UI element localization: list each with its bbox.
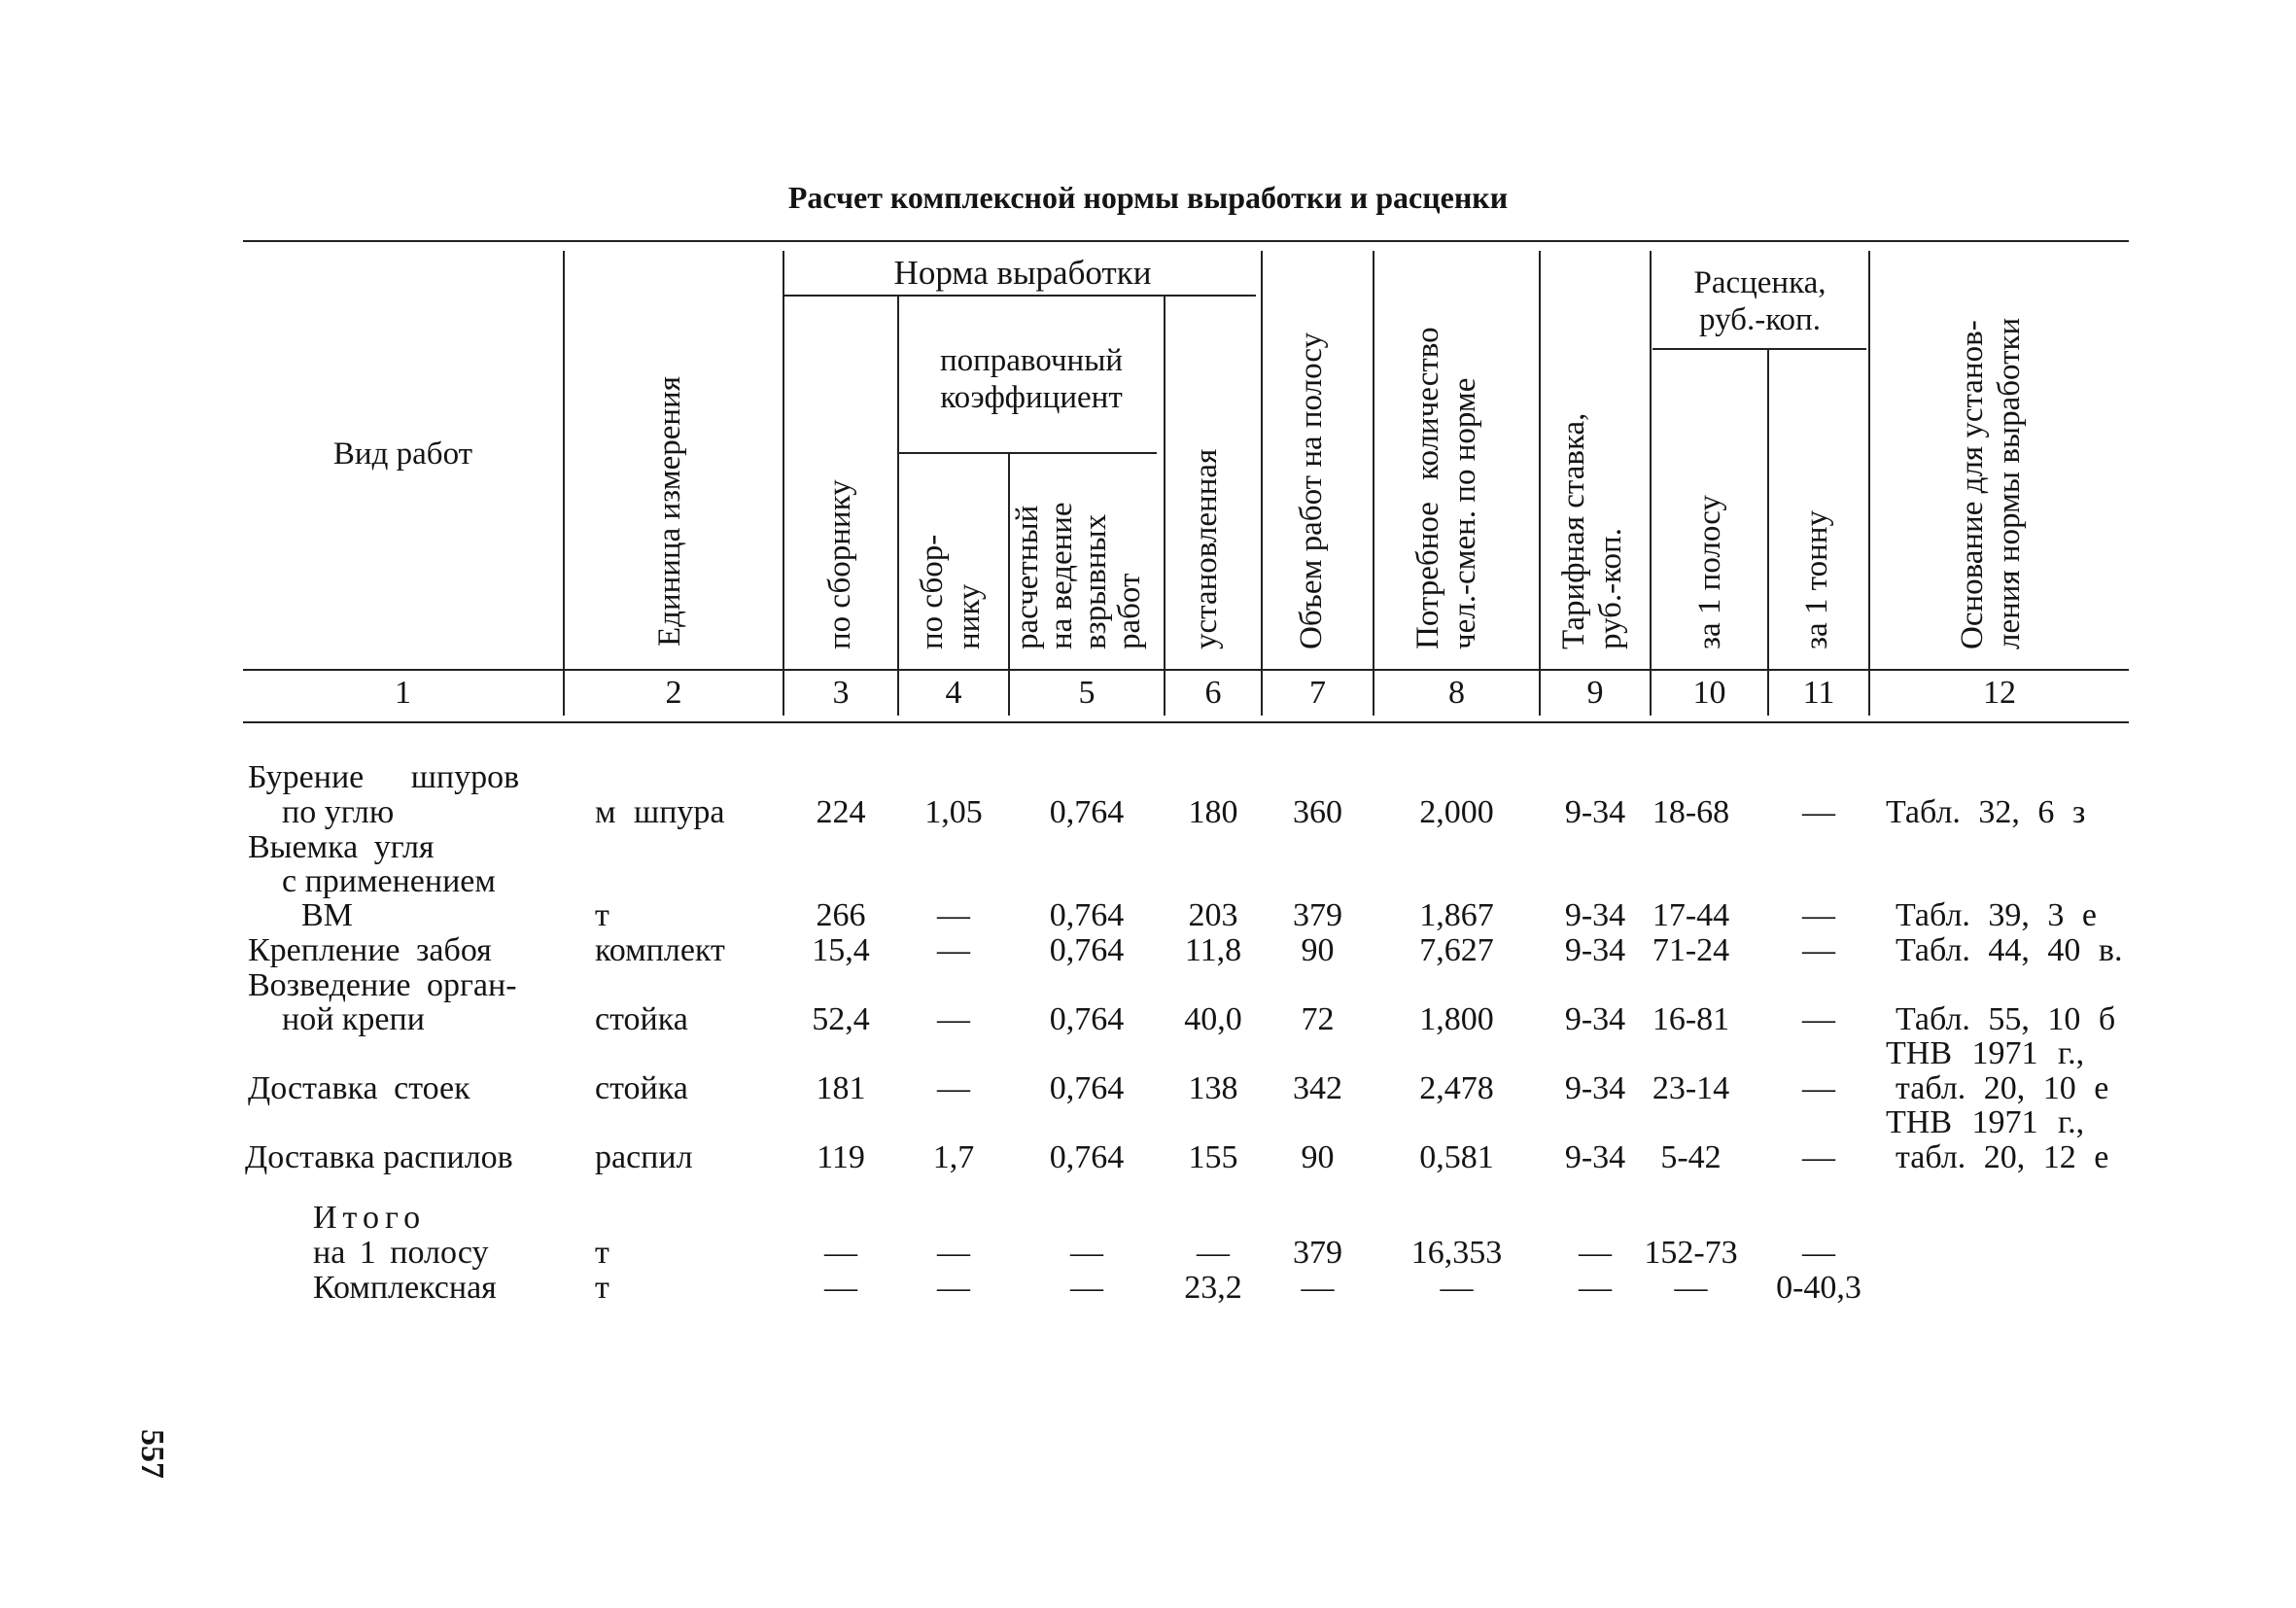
col-divider bbox=[1868, 251, 1870, 716]
row1-c3: 224 bbox=[816, 794, 866, 830]
itogo-c11: — bbox=[1802, 1235, 1835, 1271]
row5-unit: стойка bbox=[595, 1070, 688, 1106]
row2-unit: т bbox=[595, 897, 609, 933]
header-tarif-l2: руб.-коп. bbox=[1593, 528, 1628, 649]
row1-c9: 9-34 bbox=[1564, 794, 1626, 830]
col-divider bbox=[563, 251, 565, 716]
header-unit: Единица измерения bbox=[652, 376, 687, 647]
komplex-c8: — bbox=[1440, 1270, 1474, 1306]
row3-unit: комплект bbox=[595, 932, 725, 968]
norma-sub-rule bbox=[784, 295, 1256, 297]
col-number-12: 12 bbox=[1983, 675, 2016, 711]
header-raschetny-l3: взрывных bbox=[1078, 513, 1113, 649]
row3-c11: — bbox=[1802, 932, 1835, 968]
header-norma-group: Норма выработки bbox=[893, 254, 1152, 292]
col-number-9: 9 bbox=[1586, 675, 1604, 711]
row2-c4: — bbox=[937, 897, 970, 933]
header-ustanovlennaya: установленная bbox=[1189, 448, 1224, 649]
row1-c5: 0,764 bbox=[1049, 794, 1125, 830]
row5-c10: 23-14 bbox=[1652, 1070, 1730, 1106]
header-po-sbor-l2: нику bbox=[952, 583, 987, 649]
row6-unit: распил bbox=[595, 1139, 693, 1175]
row4-c8: 1,800 bbox=[1419, 1001, 1494, 1037]
header-po-sbor-l1: по сбор- bbox=[915, 534, 950, 649]
popravochny-sub-rule bbox=[899, 452, 1157, 454]
col-number-8: 8 bbox=[1448, 675, 1465, 711]
header-raschetny-l2: на ведение bbox=[1044, 502, 1079, 649]
row1-c10: 18-68 bbox=[1652, 794, 1730, 830]
header-popravochny-l2: коэффициент bbox=[940, 380, 1123, 415]
row4-c12: Табл. 55, 10 б bbox=[1896, 1001, 2116, 1037]
header-tarif-l1: Тарифная ставка, bbox=[1556, 412, 1591, 649]
komplex-c5: — bbox=[1070, 1270, 1103, 1306]
page-title: Расчет комплексной нормы выработки и расценки bbox=[787, 180, 1509, 215]
col-divider bbox=[1539, 251, 1541, 716]
numbers-bottom-rule bbox=[243, 721, 2129, 723]
row5-c12: табл. 20, 10 е bbox=[1896, 1070, 2109, 1106]
row6-c3: 119 bbox=[817, 1139, 865, 1175]
page-number: 557 bbox=[134, 1429, 170, 1479]
header-rascenka bbox=[1652, 264, 1868, 338]
row3-c7: 90 bbox=[1301, 932, 1335, 968]
row5-c4: — bbox=[937, 1070, 970, 1106]
row3-c10: 71-24 bbox=[1652, 932, 1730, 968]
row5-c9: 9-34 bbox=[1564, 1070, 1626, 1106]
row1-unit: м шпура bbox=[595, 794, 725, 830]
header-osnovanie-l2: ления нормы выработки bbox=[1992, 317, 2027, 649]
row4-name-l2: ной крепи bbox=[282, 1001, 425, 1037]
col-number-6: 6 bbox=[1204, 675, 1222, 711]
row6-c6: 155 bbox=[1188, 1139, 1238, 1175]
row3-c9: 9-34 bbox=[1564, 932, 1626, 968]
header-rascenka-l2: руб.-коп. bbox=[1699, 302, 1821, 337]
col-divider bbox=[1164, 297, 1165, 716]
col-number-2: 2 bbox=[665, 675, 682, 711]
header-obem: Объем работ на полосу bbox=[1294, 332, 1329, 649]
header-potrebnoe-l2: чел.-смен. по норме bbox=[1447, 377, 1482, 649]
komplex-name-l1: Комплексная bbox=[313, 1270, 497, 1306]
row4-c6: 40,0 bbox=[1184, 1001, 1242, 1037]
row3-c8: 7,627 bbox=[1419, 932, 1494, 968]
col-divider bbox=[1261, 251, 1263, 716]
row4-c4: — bbox=[937, 1001, 970, 1037]
row6-c9: 9-34 bbox=[1564, 1139, 1626, 1175]
header-bottom-rule bbox=[243, 669, 2129, 671]
header-raschetny bbox=[1011, 502, 1147, 649]
row5-c3: 181 bbox=[816, 1070, 866, 1106]
header-popravochny bbox=[899, 342, 1164, 416]
row6-c10: 5-42 bbox=[1660, 1139, 1722, 1175]
row5-c6: 138 bbox=[1188, 1070, 1238, 1106]
row4-name-l1: Возведение орган- bbox=[248, 967, 517, 1003]
row6-c7: 90 bbox=[1301, 1139, 1335, 1175]
row2-c10: 17-44 bbox=[1652, 897, 1730, 933]
itogo-c3: — bbox=[824, 1235, 857, 1271]
header-vid-rabot: Вид работ bbox=[332, 437, 473, 472]
row2-c5: 0,764 bbox=[1049, 897, 1125, 933]
header-po-sborniku: по сборнику bbox=[822, 479, 857, 649]
row1-c6: 180 bbox=[1188, 794, 1238, 830]
row6-c4: 1,7 bbox=[932, 1139, 975, 1175]
row3-c3: 15,4 bbox=[812, 932, 870, 968]
row1-c4: 1,05 bbox=[924, 794, 983, 830]
col-divider bbox=[1767, 350, 1769, 716]
row2-name-l3: ВМ bbox=[301, 897, 353, 933]
row2-c8: 1,867 bbox=[1419, 897, 1494, 933]
row2-c9: 9-34 bbox=[1564, 897, 1626, 933]
itogo-c8: 16,353 bbox=[1410, 1235, 1503, 1271]
col-divider bbox=[783, 251, 784, 716]
row5-c11: — bbox=[1802, 1070, 1835, 1106]
header-po-sborniku-coef bbox=[914, 535, 988, 649]
col-number-10: 10 bbox=[1692, 675, 1726, 711]
row4-c3: 52,4 bbox=[812, 1001, 870, 1037]
komplex-c10: — bbox=[1674, 1270, 1708, 1306]
col-number-3: 3 bbox=[832, 675, 850, 711]
row6-c8: 0,581 bbox=[1419, 1139, 1494, 1175]
itogo-c6: — bbox=[1197, 1235, 1230, 1271]
row4-c9: 9-34 bbox=[1564, 1001, 1626, 1037]
row2-name-l1: Выемка угля bbox=[248, 829, 435, 865]
header-raschetny-l4: работ bbox=[1112, 573, 1147, 649]
row3-name-l1: Крепление забоя bbox=[248, 932, 492, 968]
itogo-c10: 152-73 bbox=[1644, 1235, 1738, 1271]
komplex-unit: т bbox=[595, 1270, 609, 1306]
row1-name-l1: Бурение шпуров bbox=[248, 759, 520, 795]
col-number-7: 7 bbox=[1309, 675, 1326, 711]
row5-c12b: ТНВ 1971 г., bbox=[1886, 1104, 2085, 1140]
header-popravochny-l1: поправочный bbox=[939, 343, 1124, 378]
row5-c7: 342 bbox=[1293, 1070, 1342, 1106]
header-rascenka-l1: Расценка, bbox=[1693, 265, 1826, 300]
header-raschetny-l1: расчетный bbox=[1010, 505, 1045, 649]
header-osnovanie bbox=[1954, 318, 2028, 649]
itogo-c9: — bbox=[1579, 1235, 1612, 1271]
row1-c8: 2,000 bbox=[1419, 794, 1494, 830]
row6-name-l1: Доставка распилов bbox=[245, 1139, 513, 1175]
row1-c11: — bbox=[1802, 794, 1835, 830]
itogo-c7: 379 bbox=[1293, 1235, 1342, 1271]
col-divider bbox=[1373, 251, 1374, 716]
row6-c12: табл. 20, 12 е bbox=[1896, 1139, 2109, 1175]
row3-c4: — bbox=[937, 932, 970, 968]
row5-name-l1: Доставка стоек bbox=[248, 1070, 470, 1106]
itogo-name-l1: на 1 полосу bbox=[313, 1235, 489, 1271]
komplex-c11: 0-40,3 bbox=[1776, 1270, 1861, 1306]
col-number-1: 1 bbox=[395, 675, 411, 711]
itogo-unit: т bbox=[595, 1235, 609, 1271]
row3-c12: Табл. 44, 40 в. bbox=[1896, 932, 2123, 968]
komplex-c9: — bbox=[1579, 1270, 1612, 1306]
row3-c5: 0,764 bbox=[1049, 932, 1125, 968]
row1-c7: 360 bbox=[1293, 794, 1342, 830]
row2-c7: 379 bbox=[1293, 897, 1342, 933]
row2-c11: — bbox=[1802, 897, 1835, 933]
row2-c6: 203 bbox=[1188, 897, 1238, 933]
row5-c5: 0,764 bbox=[1049, 1070, 1125, 1106]
row4-unit: стойка bbox=[595, 1001, 688, 1037]
komplex-c3: — bbox=[824, 1270, 857, 1306]
komplex-c7: — bbox=[1301, 1270, 1335, 1306]
row5-c8: 2,478 bbox=[1419, 1070, 1494, 1106]
header-tarif bbox=[1555, 413, 1629, 649]
row4-c11: — bbox=[1802, 1001, 1835, 1037]
row1-name-l2: по углю bbox=[282, 794, 395, 830]
rascenka-sub-rule bbox=[1652, 348, 1866, 350]
col-number-4: 4 bbox=[945, 675, 962, 711]
row4-c5: 0,764 bbox=[1049, 1001, 1125, 1037]
row4-c12b: ТНВ 1971 г., bbox=[1886, 1035, 2085, 1071]
col-number-11: 11 bbox=[1802, 675, 1835, 711]
header-za-polosu: за 1 полосу bbox=[1692, 495, 1727, 649]
col-number-5: 5 bbox=[1078, 675, 1096, 711]
table-top-rule bbox=[243, 240, 2129, 242]
itogo-label: Итого bbox=[313, 1200, 427, 1236]
row2-c3: 266 bbox=[816, 897, 866, 933]
itogo-c5: — bbox=[1070, 1235, 1103, 1271]
row6-c5: 0,764 bbox=[1049, 1139, 1125, 1175]
row6-c11: — bbox=[1802, 1139, 1835, 1175]
row2-c12: Табл. 39, 3 е bbox=[1896, 897, 2098, 933]
itogo-c4: — bbox=[937, 1235, 970, 1271]
row1-c12: Табл. 32, 6 з bbox=[1886, 794, 2086, 830]
header-potrebnoe-l1: Потребное количество bbox=[1410, 327, 1445, 649]
header-osnovanie-l1: Основание для установ- bbox=[1955, 320, 1990, 649]
row3-c6: 11,8 bbox=[1184, 932, 1242, 968]
row4-c10: 16-81 bbox=[1652, 1001, 1730, 1037]
row2-name-l2: с применением bbox=[282, 863, 496, 899]
row4-c7: 72 bbox=[1301, 1001, 1335, 1037]
komplex-c4: — bbox=[937, 1270, 970, 1306]
header-za-tonnu: за 1 тонну bbox=[1799, 510, 1834, 649]
header-potrebnoe bbox=[1409, 241, 1483, 649]
komplex-c6: 23,2 bbox=[1184, 1270, 1242, 1306]
